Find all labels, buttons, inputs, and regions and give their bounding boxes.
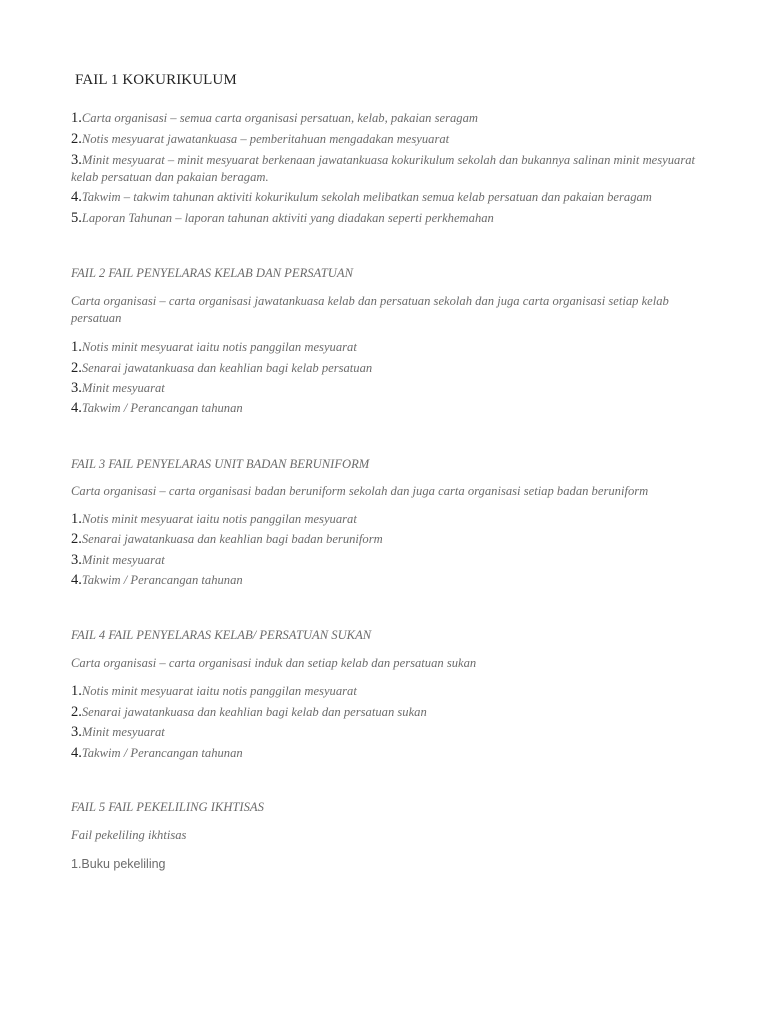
item-number: 4. xyxy=(71,400,82,416)
item-text: Notis minit mesyuarat iaitu notis panggilan mesyuarat xyxy=(81,340,357,354)
section-2-description: Carta organisasi – carta organisasi jawatankuasa kelab dan persatuan sekolah dan juga carta organisasi setiap kelab persatuan xyxy=(71,294,669,325)
item-number: 2. xyxy=(71,704,82,720)
item-number: 1. xyxy=(71,339,82,355)
section-3-description: Carta organisasi – carta organisasi badan beruniform sekolah dan juga carta organisasi setiap badan beruniform xyxy=(71,484,649,498)
item-text: Takwim / Perancangan tahunan xyxy=(81,401,243,415)
item-number: 3. xyxy=(71,552,82,568)
section-5-description: Fail pekeliling ikhtisas xyxy=(71,828,187,842)
section-3-item-4 xyxy=(71,572,711,589)
section-1-item-5 xyxy=(71,210,711,227)
section-2-item-4 xyxy=(71,400,711,417)
item-text: Notis minit mesyuarat iaitu notis panggilan mesyuarat xyxy=(81,512,357,526)
item-number: 4. xyxy=(71,572,82,588)
section-4-item-4 xyxy=(71,745,711,762)
item-text: Laporan Tahunan – laporan tahunan aktiviti yang diadakan seperti perkhemahan xyxy=(81,211,494,225)
item-number: 4. xyxy=(71,189,82,205)
section-2-title: FAIL 2 FAIL PENYELARAS KELAB DAN PERSATUAN xyxy=(71,266,353,280)
section-1-item-2 xyxy=(71,131,711,148)
section-5-item-1: 1.Buku pekeliling xyxy=(71,857,166,871)
section-1-item-3 xyxy=(71,152,711,186)
item-text: Notis minit mesyuarat iaitu notis panggilan mesyuarat xyxy=(81,684,357,698)
item-text: Senarai jawatankuasa dan keahlian bagi badan beruniform xyxy=(81,532,383,546)
section-3-item-2 xyxy=(71,531,711,548)
item-number: 2. xyxy=(71,531,82,547)
item-text: Carta organisasi – semua carta organisasi persatuan, kelab, pakaian seragam xyxy=(81,111,478,125)
section-1-title: FAIL 1 KOKURIKULUM xyxy=(75,72,237,88)
item-text: Minit mesyuarat xyxy=(81,381,165,395)
section-4-description: Carta organisasi – carta organisasi induk dan setiap kelab dan persatuan sukan xyxy=(71,656,477,670)
section-3-item-3 xyxy=(71,552,711,569)
item-number: 3. xyxy=(71,380,82,396)
item-number: 5. xyxy=(71,210,82,226)
section-3-title: FAIL 3 FAIL PENYELARAS UNIT BADAN BERUNIFORM xyxy=(71,457,370,471)
section-4-item-2 xyxy=(71,704,711,721)
section-4-item-3 xyxy=(71,724,711,741)
item-text: Takwim / Perancangan tahunan xyxy=(81,746,243,760)
item-number: 3. xyxy=(71,724,82,740)
section-2-item-1 xyxy=(71,339,711,356)
item-text: Takwim – takwim tahunan aktiviti kokurikulum sekolah melibatkan semua kelab persatuan dan pakaian beragam xyxy=(81,190,652,204)
item-number: 2. xyxy=(71,360,82,376)
item-number: 1. xyxy=(71,110,82,126)
item-text: Minit mesyuarat xyxy=(81,553,165,567)
section-2-item-2 xyxy=(71,360,711,377)
section-1-item-4 xyxy=(71,189,711,206)
item-text: Takwim / Perancangan tahunan xyxy=(81,573,243,587)
item-number: 4. xyxy=(71,745,82,761)
section-4-title: FAIL 4 FAIL PENYELARAS KELAB/ PERSATUAN SUKAN xyxy=(71,628,372,642)
item-number: 2. xyxy=(71,131,82,147)
item-text: Notis mesyuarat jawatankuasa – pemberitahuan mengadakan mesyuarat xyxy=(81,132,450,146)
section-1-item-1 xyxy=(71,110,711,127)
item-text: Minit mesyuarat – minit mesyuarat berkenaan jawatankuasa kokurikulum sekolah dan bukannya salinan minit mesyuarat kelab persatuan dan pakaian beragam. xyxy=(71,153,696,184)
item-number: 1. xyxy=(71,683,82,699)
section-2-item-3 xyxy=(71,380,711,397)
item-text: Minit mesyuarat xyxy=(81,725,165,739)
section-3-item-1 xyxy=(71,511,711,528)
item-number: 3. xyxy=(71,152,82,168)
item-number: 1. xyxy=(71,511,82,527)
item-text: Senarai jawatankuasa dan keahlian bagi kelab persatuan xyxy=(81,361,373,375)
section-4-item-1 xyxy=(71,683,711,700)
item-text: Senarai jawatankuasa dan keahlian bagi kelab dan persatuan sukan xyxy=(81,705,427,719)
section-5-title: FAIL 5 FAIL PEKELILING IKHTISAS xyxy=(71,800,264,814)
